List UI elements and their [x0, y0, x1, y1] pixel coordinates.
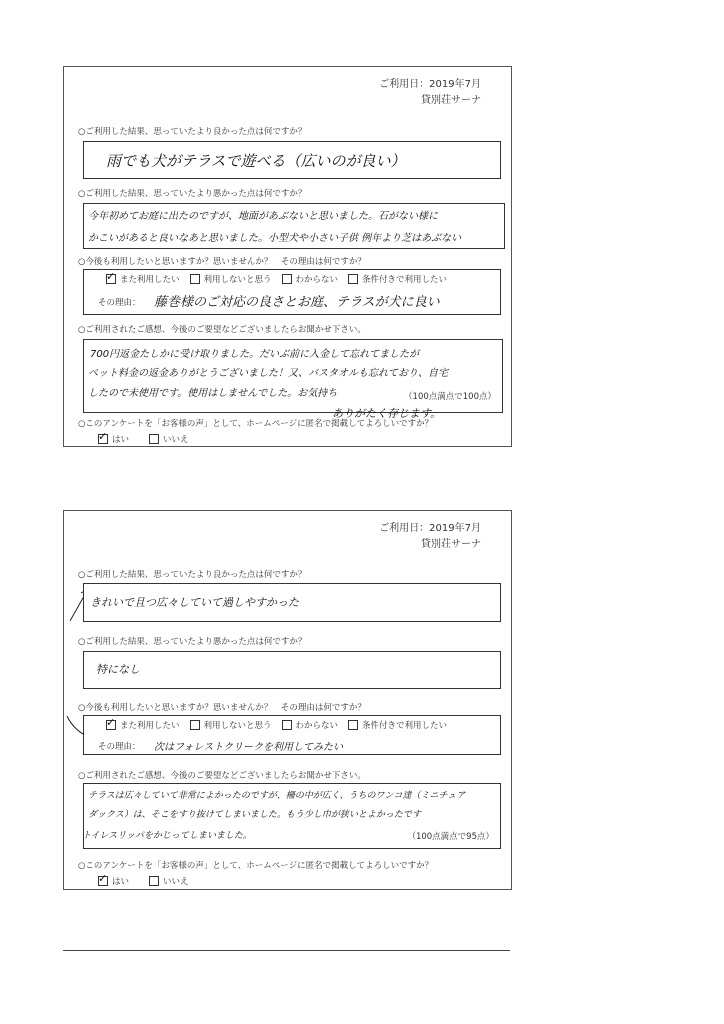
question-comment: ○ご利用されたご感想、今後のご要望などございましたらお聞かせ下さい。 — [78, 325, 366, 335]
option-again[interactable]: ✓ また利用したい — [106, 273, 180, 285]
checkbox-icon[interactable] — [190, 274, 200, 284]
question-publish: ○このアンケートを「お客様の声」として、ホームページに匿名で掲載してよろしいですか？ — [78, 419, 434, 429]
question-bad: ○ご利用した結果、思っていたより悪かった点は何ですか？ — [78, 189, 307, 199]
survey-form-1 — [63, 66, 512, 447]
answer-bad-box — [83, 651, 501, 689]
usage-date: ご利用日：2019年7月 — [379, 523, 481, 534]
answer-bad: 特になし — [96, 663, 140, 676]
option-no[interactable]: いいえ — [149, 875, 189, 887]
answer-good-box — [83, 583, 501, 622]
score: （100点満点で95点） — [407, 832, 494, 842]
question-comment: ○ご利用されたご感想、今後のご要望などございましたらお聞かせ下さい。 — [78, 771, 366, 781]
comment-line-2: ペット料金の返金ありがとうございました！又、バスタオルも忘れており、自宅 — [88, 368, 448, 379]
checkbox-icon[interactable] — [149, 876, 159, 886]
option-yes[interactable]: ✓ はい — [98, 433, 129, 445]
checkbox-icon[interactable] — [149, 434, 159, 444]
publish-options — [98, 433, 189, 445]
checkbox-icon[interactable] — [282, 720, 292, 730]
option-again[interactable]: ✓ また利用したい — [106, 719, 180, 731]
option-unknown[interactable]: わからない — [282, 719, 339, 731]
answer-bad-line-1: 今年初めてお庭に出たのですが、地面があぶないと思いました。石がない様に — [88, 211, 438, 222]
usage-date: ご利用日：2019年7月 — [379, 79, 481, 90]
again-options — [106, 719, 447, 731]
checkbox-checked-icon[interactable] — [98, 434, 108, 444]
comment-line-3: したので未使用です。使用はしませんでした。お気持ち — [88, 388, 338, 399]
publish-options — [98, 875, 189, 887]
answer-good: 雨でも犬がテラスで遊べる（広いのが良い） — [106, 152, 406, 170]
question-again: ○今後も利用したいと思いますか？思いませんか？ その理由は何ですか？ — [78, 257, 366, 267]
comment-box — [83, 783, 501, 849]
question-again: ○今後も利用したいと思いますか？思いませんか？ その理由は何ですか？ — [78, 703, 366, 713]
again-options — [106, 273, 447, 285]
option-no[interactable]: いいえ — [149, 433, 189, 445]
checkbox-icon[interactable] — [348, 720, 358, 730]
reason-answer: 藤巻様のご対応の良さとお庭、テラスが犬に良い — [154, 295, 440, 310]
question-good: ○ご利用した結果、思っていたより良かった点は何ですか？ — [78, 570, 307, 580]
checkbox-checked-icon[interactable] — [106, 274, 116, 284]
question-good: ○ご利用した結果、思っていたより良かった点は何ですか？ — [78, 127, 307, 137]
question-bad: ○ご利用した結果、思っていたより悪かった点は何ですか？ — [78, 637, 307, 647]
answer-good: きれいで且つ広々していて過しやすかった — [90, 596, 299, 609]
comment-line-2: ダックス）は、そこをすり抜けてしまいました。もう少し巾が狭いとよかったです — [88, 810, 421, 820]
form-header — [379, 521, 481, 553]
checkbox-icon[interactable] — [282, 274, 292, 284]
comment-line-3: トイレスリッパをかじってしまいました。 — [82, 831, 252, 841]
answer-bad-box — [83, 203, 505, 249]
checkbox-icon[interactable] — [190, 720, 200, 730]
survey-form-2 — [63, 510, 512, 890]
comment-line-1: 700円返金たしかに受け取りました。だいぶ前に入金して忘れてましたが — [90, 349, 420, 360]
question-publish: ○このアンケートを「お客様の声」として、ホームページに匿名で掲載してよろしいですか？ — [78, 861, 434, 871]
checkbox-checked-icon[interactable] — [98, 876, 108, 886]
comment-box — [83, 339, 503, 413]
answer-good-box — [83, 141, 501, 179]
checkbox-icon[interactable] — [348, 274, 358, 284]
option-yes[interactable]: ✓ はい — [98, 875, 129, 887]
form-header — [379, 77, 481, 109]
comment-line-1: テラスは広々していて非常によかったのですが、柵の中が広く、うちのワンコ達（ミニチュア — [88, 791, 466, 801]
again-box — [83, 715, 501, 755]
reason-label: その理由： — [98, 742, 141, 752]
facility-name: 貸別荘サーナ — [421, 95, 481, 106]
option-not-again[interactable]: 利用しないと思う — [190, 719, 272, 731]
reason-label: その理由： — [98, 298, 141, 308]
option-conditional[interactable]: 条件付きで利用したい — [348, 719, 447, 731]
answer-bad-line-2: かこいがあると良いなあと思いました。小型犬や小さい子供 例年より芝はあぶない — [88, 233, 462, 244]
option-unknown[interactable]: わからない — [282, 273, 339, 285]
option-not-again[interactable]: 利用しないと思う — [190, 273, 272, 285]
checkbox-checked-icon[interactable] — [106, 720, 116, 730]
comment-line-4: ありがたく存じます。 — [332, 407, 442, 420]
option-conditional[interactable]: 条件付きで利用したい — [348, 273, 447, 285]
facility-name: 貸別荘サーナ — [421, 539, 481, 550]
reason-answer: 次はフォレストクリークを利用してみたい — [154, 742, 343, 753]
again-box — [83, 269, 501, 315]
score: （100点満点で100点） — [404, 392, 496, 402]
footer-divider — [63, 950, 510, 951]
